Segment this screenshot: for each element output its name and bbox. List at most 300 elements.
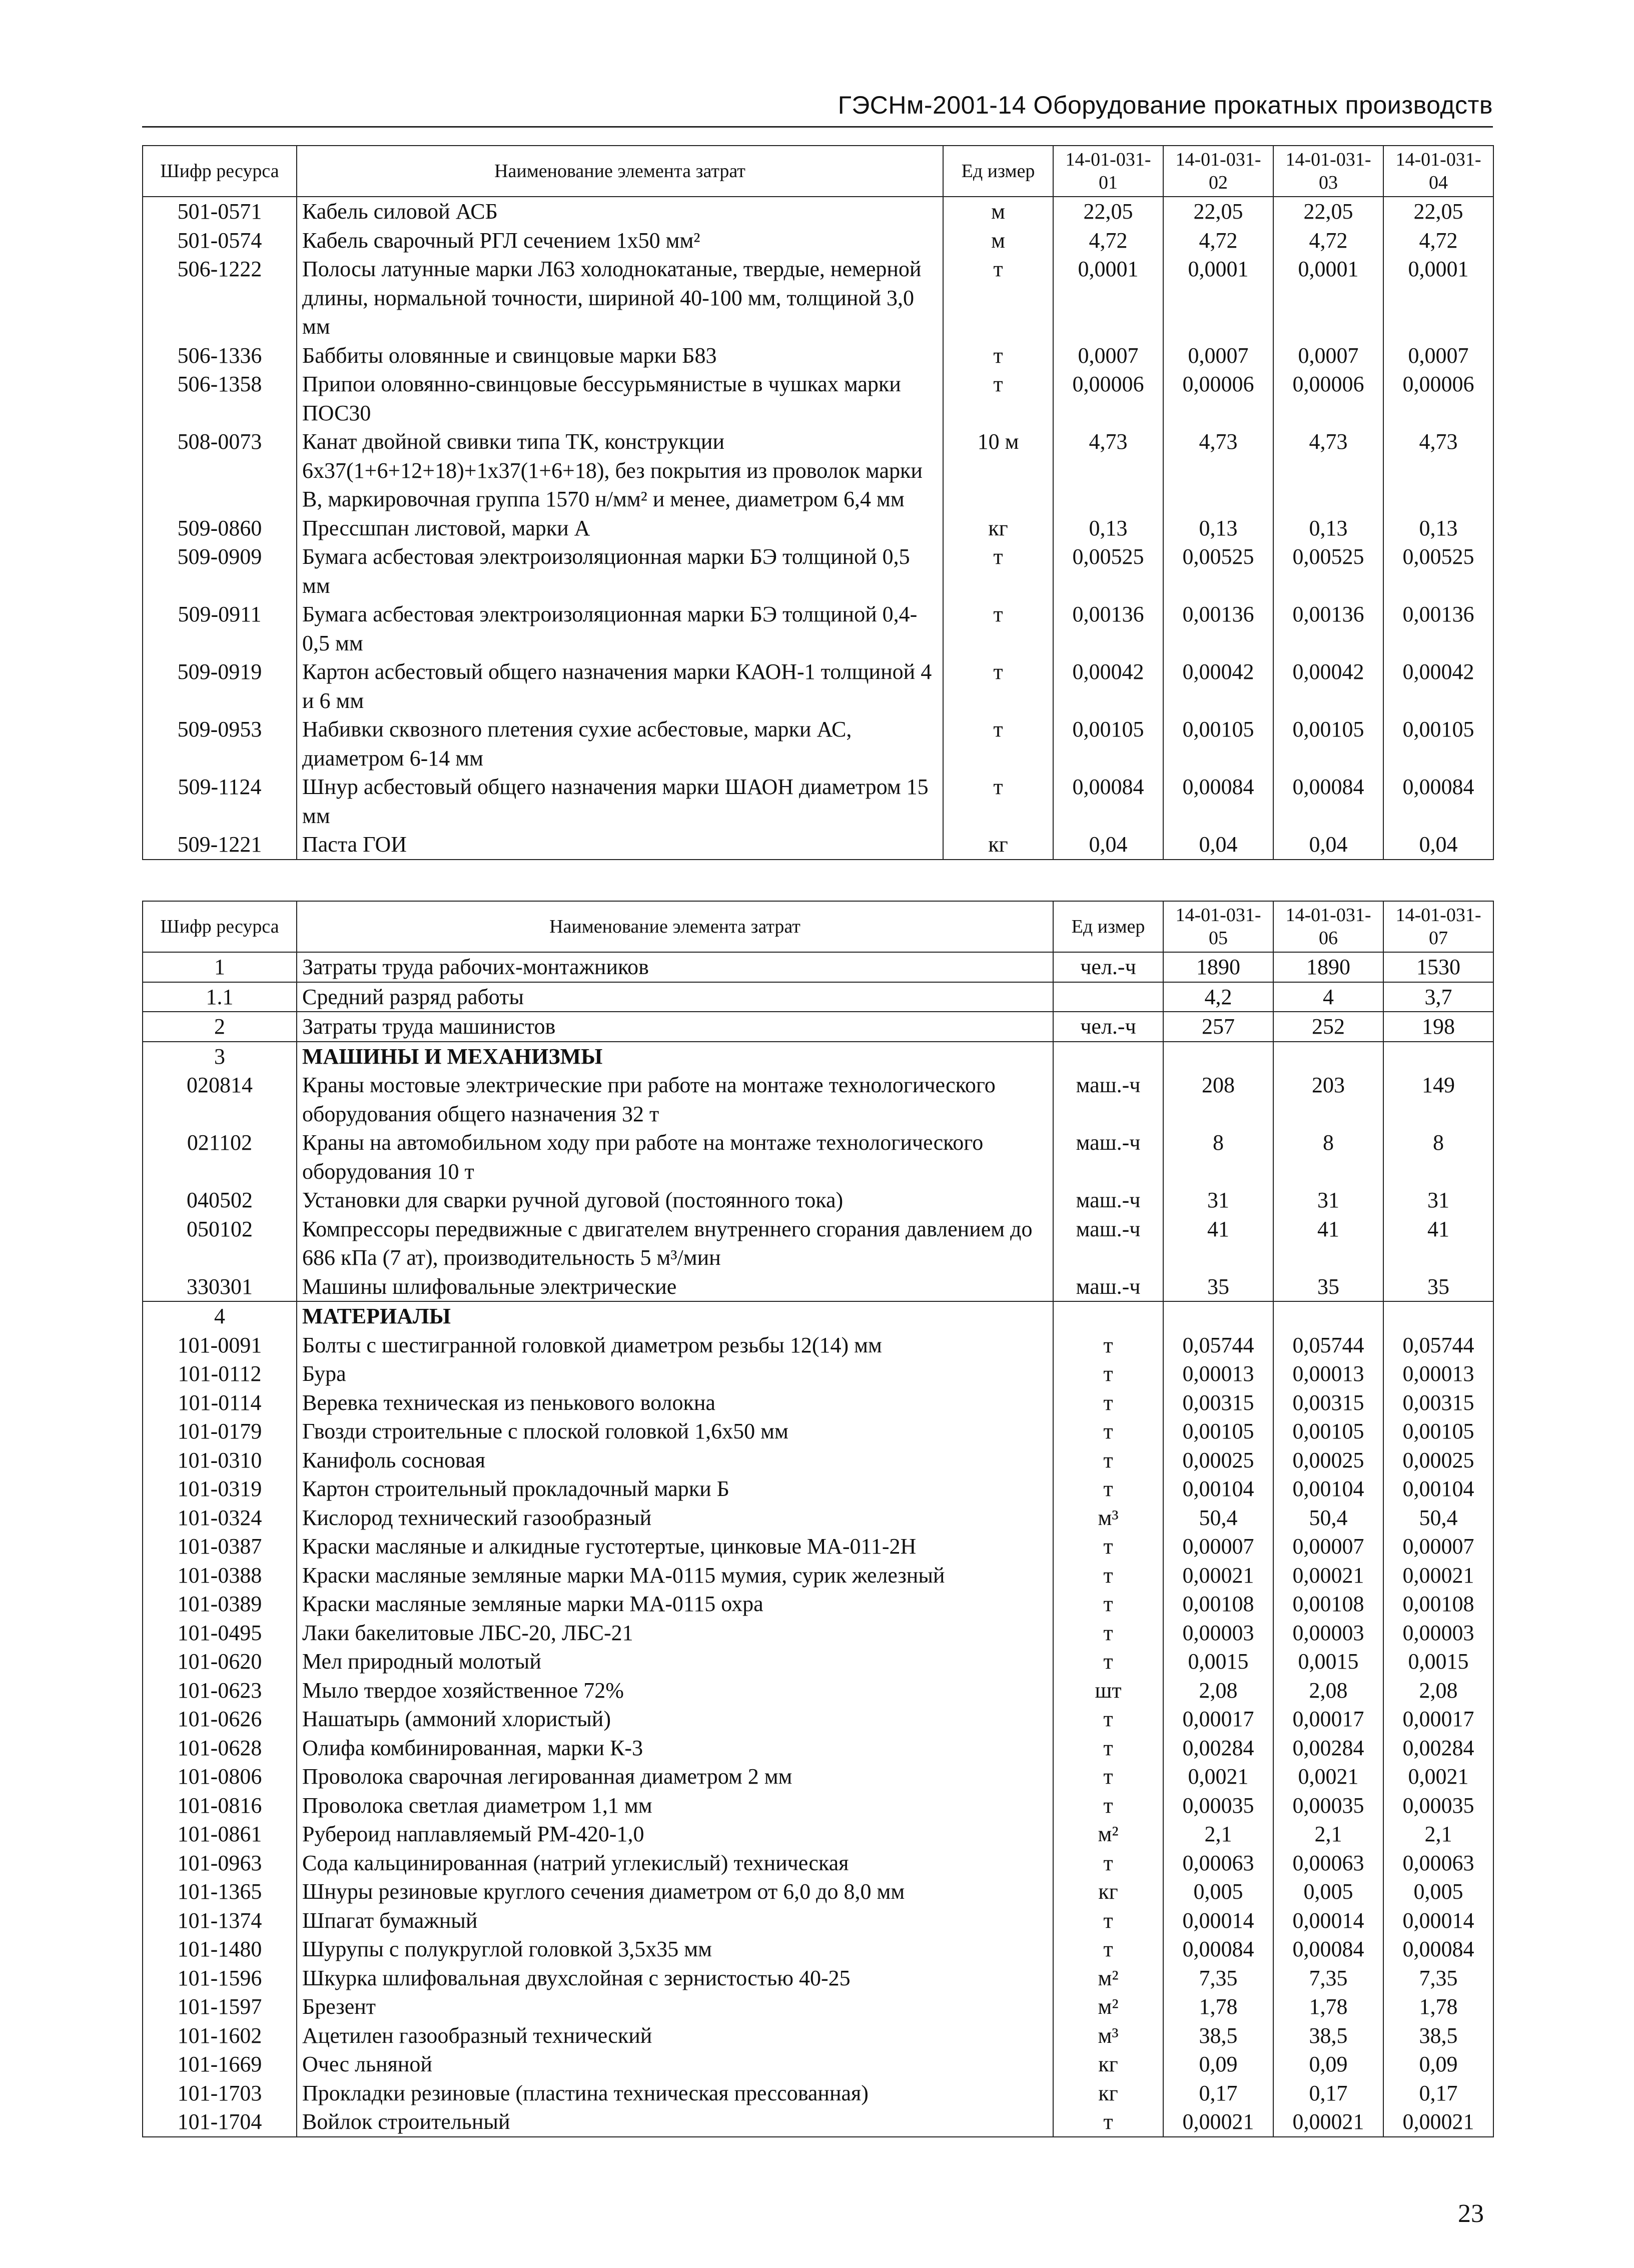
value-cell: 198 — [1383, 1012, 1493, 1042]
table-row — [143, 1992, 1493, 2021]
resource-code-cell: 506-1358 — [143, 370, 297, 427]
table-row — [143, 657, 1493, 715]
table-row — [143, 2021, 1493, 2050]
resource-code-cell: 101-0114 — [143, 1388, 297, 1417]
value-cell: 0,09 — [1273, 2050, 1383, 2079]
unit-cell: кг — [943, 514, 1053, 543]
column-header-code: Шифр ресурса — [143, 901, 297, 952]
resource-name-cell: Шнур асбестовый общего назначения марки ШАОН диаметром 15 мм — [297, 773, 943, 830]
value-cell: 0,00063 — [1383, 1849, 1493, 1878]
unit-cell: т — [943, 341, 1053, 370]
value-cell: 0,00105 — [1053, 715, 1163, 773]
value-cell: 0,0001 — [1273, 255, 1383, 341]
value-cell: 4,72 — [1053, 226, 1163, 255]
unit-cell: 10 м — [943, 427, 1053, 514]
resource-name-cell: Брезент — [297, 1992, 1053, 2021]
value-cell: 1,78 — [1383, 1992, 1493, 2021]
resource-name-cell: Полосы латунные марки Л63 холоднокатаные, твердые, немерной длины, нормальной точности, шириной 40-100 мм, толщиной 3,0 мм — [297, 255, 943, 341]
resource-code-cell: 501-0571 — [143, 197, 297, 226]
table-row — [143, 1215, 1493, 1272]
unit-cell: т — [943, 715, 1053, 773]
value-cell: 0,00035 — [1163, 1791, 1273, 1820]
value-cell: 0,00284 — [1273, 1734, 1383, 1763]
unit-cell: маш.-ч — [1053, 1186, 1163, 1215]
unit-cell: т — [1053, 1791, 1163, 1820]
resource-name-cell: Краски масляные земляные марки МА-0115 мумия, сурик железный — [297, 1561, 1053, 1590]
unit-cell: т — [1053, 1849, 1163, 1878]
resource-name-cell: Рубероид наплавляемый РМ-420-1,0 — [297, 1820, 1053, 1849]
table-row — [143, 1012, 1493, 1042]
table-row — [143, 1417, 1493, 1446]
resource-code-cell: 101-0620 — [143, 1647, 297, 1676]
resource-code-cell: 101-0091 — [143, 1331, 297, 1360]
value-cell: 0,00136 — [1053, 600, 1163, 657]
table-row — [143, 715, 1493, 773]
resource-code-cell: 1 — [143, 952, 297, 982]
table-row — [143, 600, 1493, 657]
resource-name-cell: Краны на автомобильном ходу при работе на монтаже технологического оборудования 10 т — [297, 1128, 1053, 1186]
resource-name-cell: Канат двойной свивки типа ТК, конструкции 6х37(1+6+12+18)+1х37(1+6+18), без покрытия из проволок марки В, маркировочная группа 1570 н/мм² и менее, диаметром 6,4 мм — [297, 427, 943, 514]
resource-code-cell: 509-1124 — [143, 773, 297, 830]
table-header-row — [143, 901, 1493, 952]
resource-code-cell: 101-0963 — [143, 1849, 297, 1878]
resource-name-cell: Припои оловянно-свинцовые бессурьмянистые в чушках марки ПОС30 — [297, 370, 943, 427]
resource-name-cell: Прессшпан листовой, марки А — [297, 514, 943, 543]
resource-code-cell: 509-0953 — [143, 715, 297, 773]
value-cell: 0,00104 — [1273, 1474, 1383, 1503]
resource-name-cell: Шурупы с полукруглой головкой 3,5х35 мм — [297, 1935, 1053, 1964]
resource-name-cell: Картон асбестовый общего назначения марки КАОН-1 толщиной 4 и 6 мм — [297, 657, 943, 715]
resource-code-cell: 101-1596 — [143, 1964, 297, 1993]
value-cell: 0,00021 — [1383, 1561, 1493, 1590]
value-cell: 0,00021 — [1383, 2107, 1493, 2137]
unit-cell: м — [943, 226, 1053, 255]
resource-name-cell: Бумага асбестовая электроизоляционная марки БЭ толщиной 0,4-0,5 мм — [297, 600, 943, 657]
resource-name-cell: Очес льняной — [297, 2050, 1053, 2079]
value-cell — [1383, 1301, 1493, 1331]
table-row — [143, 197, 1493, 226]
unit-cell: м — [943, 197, 1053, 226]
column-header-14-01-031-05: 14-01-031-05 — [1163, 901, 1273, 952]
resource-name-cell: Компрессоры передвижные с двигателем внутреннего сгорания давлением до 686 кПа (7 ат), производительность 5 м³/мин — [297, 1215, 1053, 1272]
value-cell: 0,00084 — [1163, 773, 1273, 830]
value-cell: 0,00084 — [1163, 1935, 1273, 1964]
value-cell — [1163, 1301, 1273, 1331]
table-row — [143, 1474, 1493, 1503]
resource-name-cell: Мыло твердое хозяйственное 72% — [297, 1676, 1053, 1705]
table-row — [143, 226, 1493, 255]
table-row — [143, 773, 1493, 830]
value-cell: 50,4 — [1383, 1503, 1493, 1533]
resource-code-cell: 509-1221 — [143, 830, 297, 860]
unit-cell — [1053, 982, 1163, 1012]
table-row — [143, 1647, 1493, 1676]
table-row — [143, 1331, 1493, 1360]
value-cell: 35 — [1273, 1272, 1383, 1302]
resource-name-cell: Кабель сварочный РГЛ сечением 1х50 мм² — [297, 226, 943, 255]
value-cell: 0,00017 — [1273, 1705, 1383, 1734]
value-cell: 0,0021 — [1273, 1762, 1383, 1791]
value-cell: 0,00007 — [1383, 1532, 1493, 1561]
table-row — [143, 1705, 1493, 1734]
value-cell — [1163, 1042, 1273, 1071]
unit-cell: маш.-ч — [1053, 1272, 1163, 1302]
resource-code-cell: 508-0073 — [143, 427, 297, 514]
value-cell: 0,0015 — [1383, 1647, 1493, 1676]
resource-name-cell: Проволока светлая диаметром 1,1 мм — [297, 1791, 1053, 1820]
resource-code-cell: 101-0112 — [143, 1359, 297, 1388]
value-cell: 0,00105 — [1163, 1417, 1273, 1446]
value-cell: 0,00136 — [1163, 600, 1273, 657]
value-cell — [1273, 1042, 1383, 1071]
value-cell: 0,00014 — [1163, 1906, 1273, 1935]
value-cell: 0,04 — [1163, 830, 1273, 860]
value-cell: 0,00084 — [1383, 773, 1493, 830]
value-cell: 0,00105 — [1273, 1417, 1383, 1446]
value-cell: 0,00025 — [1273, 1446, 1383, 1475]
table-row — [143, 982, 1493, 1012]
resource-name-cell: Затраты труда рабочих-монтажников — [297, 952, 1053, 982]
value-cell: 0,0015 — [1273, 1647, 1383, 1676]
value-cell: 0,00017 — [1163, 1705, 1273, 1734]
resource-name-cell: Проволока сварочная легированная диаметром 2 мм — [297, 1762, 1053, 1791]
unit-cell: т — [1053, 1590, 1163, 1619]
resource-code-cell: 101-0387 — [143, 1532, 297, 1561]
unit-cell: м² — [1053, 1820, 1163, 1849]
value-cell: 2,1 — [1383, 1820, 1493, 1849]
column-header-name: Наименование элемента затрат — [297, 901, 1053, 952]
value-cell: 38,5 — [1273, 2021, 1383, 2050]
table-row — [143, 427, 1493, 514]
unit-cell: т — [943, 370, 1053, 427]
value-cell: 1,78 — [1163, 1992, 1273, 2021]
value-cell: 0,00013 — [1273, 1359, 1383, 1388]
table-row — [143, 1820, 1493, 1849]
value-cell: 1890 — [1273, 952, 1383, 982]
value-cell: 0,04 — [1383, 830, 1493, 860]
unit-cell: т — [1053, 1331, 1163, 1360]
unit-cell: чел.-ч — [1053, 1012, 1163, 1042]
table-row — [143, 1301, 1493, 1331]
table-row — [143, 2079, 1493, 2108]
value-cell: 4 — [1273, 982, 1383, 1012]
unit-cell: т — [1053, 1906, 1163, 1935]
value-cell: 0,00525 — [1273, 542, 1383, 600]
value-cell: 41 — [1273, 1215, 1383, 1272]
table-row — [143, 1877, 1493, 1906]
value-cell: 22,05 — [1053, 197, 1163, 226]
resource-name-cell: Шкурка шлифовальная двухслойная с зернистостью 40-25 — [297, 1964, 1053, 1993]
unit-cell: т — [1053, 2107, 1163, 2137]
value-cell — [1273, 1301, 1383, 1331]
resource-name-cell: Кабель силовой АСБ — [297, 197, 943, 226]
resource-code-cell: 101-0806 — [143, 1762, 297, 1791]
resource-code-cell: 509-0909 — [143, 542, 297, 600]
table-row — [143, 1359, 1493, 1388]
value-cell: 0,00014 — [1383, 1906, 1493, 1935]
unit-cell: м² — [1053, 1964, 1163, 1993]
value-cell: 0,00017 — [1383, 1705, 1493, 1734]
resource-code-cell: 506-1222 — [143, 255, 297, 341]
resource-code-cell: 101-1669 — [143, 2050, 297, 2079]
page-number: 23 — [1458, 2199, 1484, 2228]
value-cell: 0,00315 — [1383, 1388, 1493, 1417]
unit-cell: м² — [1053, 1992, 1163, 2021]
unit-cell: т — [1053, 1734, 1163, 1763]
resource-name-cell: Лаки бакелитовые ЛБС-20, ЛБС-21 — [297, 1619, 1053, 1648]
resource-code-cell: 509-0860 — [143, 514, 297, 543]
unit-cell — [1053, 1301, 1163, 1331]
table-body — [143, 952, 1493, 2137]
value-cell: 0,00042 — [1273, 657, 1383, 715]
resource-name-cell: Набивки сквозного плетения сухие асбестовые, марки АС, диаметром 6-14 мм — [297, 715, 943, 773]
unit-cell: т — [1053, 1619, 1163, 1648]
resources-table-1 — [142, 145, 1494, 860]
value-cell: 2,1 — [1273, 1820, 1383, 1849]
value-cell: 38,5 — [1383, 2021, 1493, 2050]
unit-cell: кг — [1053, 2050, 1163, 2079]
value-cell: 22,05 — [1163, 197, 1273, 226]
value-cell: 0,00035 — [1273, 1791, 1383, 1820]
value-cell: 0,0007 — [1383, 341, 1493, 370]
value-cell: 0,17 — [1273, 2079, 1383, 2108]
resource-name-cell: Веревка техническая из пенькового волокна — [297, 1388, 1053, 1417]
value-cell: 0,0007 — [1053, 341, 1163, 370]
unit-cell: шт — [1053, 1676, 1163, 1705]
unit-cell: т — [1053, 1388, 1163, 1417]
value-cell: 0,0007 — [1273, 341, 1383, 370]
value-cell: 0,0015 — [1163, 1647, 1273, 1676]
resource-code-cell: 101-1703 — [143, 2079, 297, 2108]
value-cell: 0,0021 — [1163, 1762, 1273, 1791]
section-title-cell: МАТЕРИАЛЫ — [297, 1301, 1053, 1331]
value-cell: 4,72 — [1383, 226, 1493, 255]
resource-name-cell: Краны мостовые электрические при работе на монтаже технологического оборудования общего назначения 32 т — [297, 1071, 1053, 1128]
resource-code-cell: 330301 — [143, 1272, 297, 1302]
value-cell: 0,00013 — [1163, 1359, 1273, 1388]
unit-cell: кг — [1053, 1877, 1163, 1906]
value-cell — [1383, 1042, 1493, 1071]
resource-name-cell: Войлок строительный — [297, 2107, 1053, 2137]
unit-cell: м³ — [1053, 1503, 1163, 1533]
value-cell: 0,00021 — [1163, 1561, 1273, 1590]
value-cell: 41 — [1383, 1215, 1493, 1272]
value-cell: 0,0001 — [1383, 255, 1493, 341]
unit-cell: маш.-ч — [1053, 1215, 1163, 1272]
resource-name-cell: Нашатырь (аммоний хлористый) — [297, 1705, 1053, 1734]
unit-cell: т — [1053, 1474, 1163, 1503]
resource-name-cell: Прокладки резиновые (пластина техническая прессованная) — [297, 2079, 1053, 2108]
value-cell: 0,00108 — [1273, 1590, 1383, 1619]
resource-code-cell: 050102 — [143, 1215, 297, 1272]
value-cell: 0,00108 — [1383, 1590, 1493, 1619]
value-cell: 0,00006 — [1383, 370, 1493, 427]
unit-cell: т — [1053, 1647, 1163, 1676]
value-cell: 8 — [1383, 1128, 1493, 1186]
table-row — [143, 370, 1493, 427]
value-cell: 2,08 — [1383, 1676, 1493, 1705]
value-cell: 0,00021 — [1163, 2107, 1273, 2137]
table-row — [143, 341, 1493, 370]
value-cell: 35 — [1383, 1272, 1493, 1302]
page-header — [142, 80, 1493, 128]
value-cell: 0,13 — [1053, 514, 1163, 543]
unit-cell: т — [1053, 1762, 1163, 1791]
column-header-unit: Ед измер — [1053, 901, 1163, 952]
value-cell: 0,00108 — [1163, 1590, 1273, 1619]
resource-code-cell: 101-0628 — [143, 1734, 297, 1763]
value-cell: 0,005 — [1163, 1877, 1273, 1906]
value-cell: 0,00025 — [1383, 1446, 1493, 1475]
table-row — [143, 1561, 1493, 1590]
value-cell: 4,2 — [1163, 982, 1273, 1012]
value-cell: 0,00042 — [1163, 657, 1273, 715]
resource-name-cell: Кислород технический газообразный — [297, 1503, 1053, 1533]
section-title-cell: МАШИНЫ И МЕХАНИЗМЫ — [297, 1042, 1053, 1071]
resource-code-cell: 506-1336 — [143, 341, 297, 370]
value-cell: 1890 — [1163, 952, 1273, 982]
resource-code-cell: 3 — [143, 1042, 297, 1071]
value-cell: 0,09 — [1383, 2050, 1493, 2079]
table-row — [143, 255, 1493, 341]
resource-name-cell: Краски масляные земляные марки МА-0115 охра — [297, 1590, 1053, 1619]
value-cell: 7,35 — [1163, 1964, 1273, 1993]
value-cell: 22,05 — [1383, 197, 1493, 226]
table-row — [143, 1388, 1493, 1417]
value-cell: 0,00042 — [1383, 657, 1493, 715]
resource-code-cell: 101-1365 — [143, 1877, 297, 1906]
value-cell: 4,72 — [1273, 226, 1383, 255]
value-cell: 252 — [1273, 1012, 1383, 1042]
value-cell: 0,0001 — [1053, 255, 1163, 341]
table-row — [143, 830, 1493, 860]
value-cell: 0,13 — [1163, 514, 1273, 543]
table-row — [143, 952, 1493, 982]
table-row — [143, 542, 1493, 600]
resource-name-cell: Канифоль сосновая — [297, 1446, 1053, 1475]
value-cell: 0,00013 — [1383, 1359, 1493, 1388]
value-cell: 2,08 — [1273, 1676, 1383, 1705]
resource-code-cell: 101-0495 — [143, 1619, 297, 1648]
value-cell: 0,17 — [1163, 2079, 1273, 2108]
document-title: ГЭСНм-2001-14 Оборудование прокатных производств — [838, 91, 1493, 119]
value-cell: 208 — [1163, 1071, 1273, 1128]
value-cell: 31 — [1383, 1186, 1493, 1215]
value-cell: 4,72 — [1163, 226, 1273, 255]
table-row — [143, 1503, 1493, 1533]
value-cell: 0,00042 — [1053, 657, 1163, 715]
resource-code-cell: 501-0574 — [143, 226, 297, 255]
value-cell: 0,05744 — [1273, 1331, 1383, 1360]
resource-code-cell: 040502 — [143, 1186, 297, 1215]
unit-cell: т — [943, 773, 1053, 830]
value-cell: 0,00084 — [1053, 773, 1163, 830]
table-row — [143, 1532, 1493, 1561]
unit-cell: т — [1053, 1417, 1163, 1446]
unit-cell: т — [943, 542, 1053, 600]
value-cell: 0,00315 — [1163, 1388, 1273, 1417]
unit-cell: кг — [1053, 2079, 1163, 2108]
value-cell: 0,00063 — [1273, 1849, 1383, 1878]
value-cell: 0,05744 — [1383, 1331, 1493, 1360]
resource-name-cell: Шнуры резиновые круглого сечения диаметром от 6,0 до 8,0 мм — [297, 1877, 1053, 1906]
value-cell: 0,00025 — [1163, 1446, 1273, 1475]
resource-code-cell: 101-0388 — [143, 1561, 297, 1590]
value-cell: 0,00003 — [1383, 1619, 1493, 1648]
table-row — [143, 1446, 1493, 1475]
value-cell: 0,00525 — [1053, 542, 1163, 600]
table-row — [143, 1619, 1493, 1648]
value-cell: 0,00006 — [1163, 370, 1273, 427]
value-cell: 1530 — [1383, 952, 1493, 982]
value-cell: 0,17 — [1383, 2079, 1493, 2108]
resources-table-2 — [142, 901, 1494, 2137]
value-cell: 0,05744 — [1163, 1331, 1273, 1360]
column-header-14-01-031-02: 14-01-031-02 — [1163, 146, 1273, 197]
value-cell: 38,5 — [1163, 2021, 1273, 2050]
value-cell: 0,0001 — [1163, 255, 1273, 341]
table-row — [143, 1935, 1493, 1964]
resource-name-cell: Краски масляные и алкидные густотертые, цинковые МА-011-2Н — [297, 1532, 1053, 1561]
resource-code-cell: 020814 — [143, 1071, 297, 1128]
column-header-unit: Ед измер — [943, 146, 1053, 197]
resource-name-cell: Мел природный молотый — [297, 1647, 1053, 1676]
resource-name-cell: Паста ГОИ — [297, 830, 943, 860]
value-cell: 0,00084 — [1383, 1935, 1493, 1964]
value-cell: 0,0007 — [1163, 341, 1273, 370]
unit-cell: кг — [943, 830, 1053, 860]
table-row — [143, 1128, 1493, 1186]
resource-code-cell: 4 — [143, 1301, 297, 1331]
resource-name-cell: Ацетилен газообразный технический — [297, 2021, 1053, 2050]
table-row — [143, 1791, 1493, 1820]
resource-code-cell: 101-0319 — [143, 1474, 297, 1503]
value-cell: 0,00014 — [1273, 1906, 1383, 1935]
value-cell: 0,00084 — [1273, 1935, 1383, 1964]
table-body — [143, 197, 1493, 860]
unit-cell: т — [1053, 1446, 1163, 1475]
resource-code-cell: 101-0623 — [143, 1676, 297, 1705]
value-cell: 0,005 — [1273, 1877, 1383, 1906]
value-cell: 4,73 — [1053, 427, 1163, 514]
unit-cell: т — [1053, 1705, 1163, 1734]
value-cell: 149 — [1383, 1071, 1493, 1128]
value-cell: 35 — [1163, 1272, 1273, 1302]
value-cell: 0,005 — [1383, 1877, 1493, 1906]
value-cell: 7,35 — [1273, 1964, 1383, 1993]
resource-code-cell: 101-0310 — [143, 1446, 297, 1475]
resource-code-cell: 101-0389 — [143, 1590, 297, 1619]
table-row — [143, 1849, 1493, 1878]
resource-name-cell: Бумага асбестовая электроизоляционная марки БЭ толщиной 0,5 мм — [297, 542, 943, 600]
value-cell: 0,00104 — [1163, 1474, 1273, 1503]
column-header-14-01-031-01: 14-01-031-01 — [1053, 146, 1163, 197]
table-row — [143, 1071, 1493, 1128]
value-cell: 3,7 — [1383, 982, 1493, 1012]
resource-code-cell: 101-1602 — [143, 2021, 297, 2050]
value-cell: 0,00003 — [1273, 1619, 1383, 1648]
value-cell: 0,00105 — [1383, 1417, 1493, 1446]
value-cell: 0,09 — [1163, 2050, 1273, 2079]
table-row — [143, 1186, 1493, 1215]
resource-code-cell: 509-0919 — [143, 657, 297, 715]
unit-cell: т — [1053, 1561, 1163, 1590]
table-row — [143, 2050, 1493, 2079]
unit-cell: т — [1053, 1532, 1163, 1561]
resource-code-cell: 101-1597 — [143, 1992, 297, 2021]
resource-name-cell: Машины шлифовальные электрические — [297, 1272, 1053, 1302]
value-cell: 0,00104 — [1383, 1474, 1493, 1503]
